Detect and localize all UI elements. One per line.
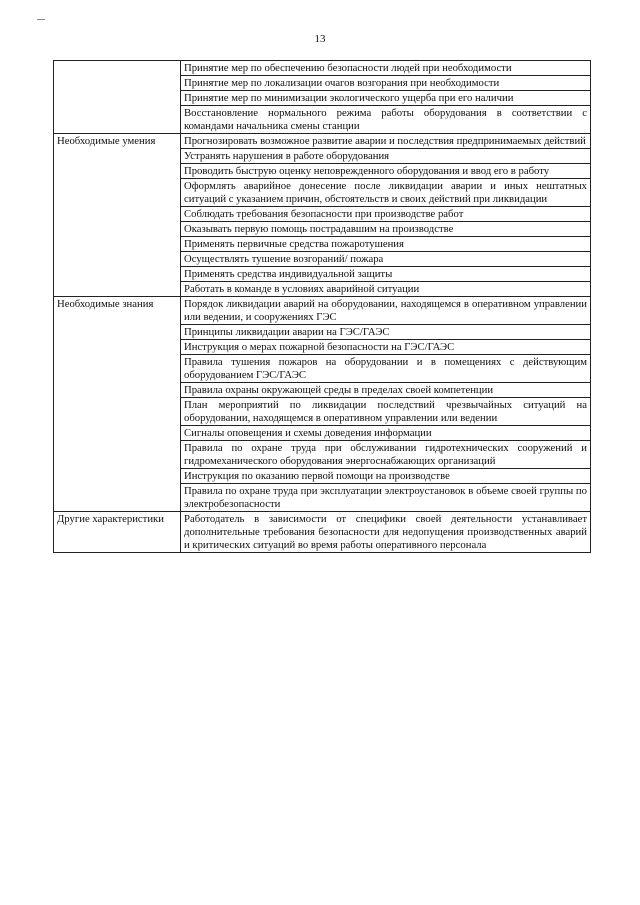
- page-number: 13: [314, 33, 326, 45]
- requirement-cell: Правила тушения пожаров на оборудовании и в помещениях с действующим оборудованием ГЭС/ГАЭС: [181, 355, 591, 383]
- requirement-cell: Проводить быструю оценку неповрежденного оборудования и ввод его в работу: [181, 164, 591, 179]
- requirement-cell: Работодатель в зависимости от специфики своей деятельности устанавливает дополнительные требования безопасности для недопущения производственных аварий и критических ситуаций во время работы оперативного персонала: [181, 512, 591, 553]
- section-label: [54, 61, 181, 134]
- requirement-cell: Восстановление нормального режима работы оборудования в соответствии с командами начальника смены станции: [181, 106, 591, 134]
- requirement-cell: Устранять нарушения в работе оборудования: [181, 149, 591, 164]
- requirement-cell: Принятие мер по обеспечению безопасности людей при необходимости: [181, 61, 591, 76]
- requirement-cell: Соблюдать требования безопасности при производстве работ: [181, 207, 591, 222]
- table-row: [54, 61, 591, 76]
- section-label: Необходимые знания: [54, 297, 181, 512]
- scan-mark: [37, 19, 45, 20]
- requirement-cell: Правила по охране труда при эксплуатации электроустановок в объеме своей группы по электробезопасности: [181, 484, 591, 512]
- requirement-cell: Инструкция по оказанию первой помощи на производстве: [181, 469, 591, 484]
- requirement-cell: Применять средства индивидуальной защиты: [181, 267, 591, 282]
- requirement-cell: Оказывать первую помощь пострадавшим на производстве: [181, 222, 591, 237]
- table-row: [54, 297, 591, 325]
- section-label: Другие характеристики: [54, 512, 181, 553]
- requirement-cell: Осуществлять тушение возгораний/ пожара: [181, 252, 591, 267]
- requirement-cell: Принципы ликвидации аварии на ГЭС/ГАЭС: [181, 325, 591, 340]
- requirement-cell: Инструкция о мерах пожарной безопасности на ГЭС/ГАЭС: [181, 340, 591, 355]
- section-label: Необходимые умения: [54, 134, 181, 297]
- requirement-cell: Правила по охране труда при обслуживании гидротехнических сооружений и гидромеханического оборудования энергоснабжающих организаций: [181, 441, 591, 469]
- requirement-cell: План мероприятий по ликвидации последствий чрезвычайных ситуаций на оборудовании, находящемся в оперативном управлении или ведении: [181, 398, 591, 426]
- requirement-cell: Сигналы оповещения и схемы доведения информации: [181, 426, 591, 441]
- requirement-cell: Применять первичные средства пожаротушения: [181, 237, 591, 252]
- requirement-cell: Прогнозировать возможное развитие аварии и последствия предпринимаемых действий: [181, 134, 591, 149]
- requirement-cell: Правила охраны окружающей среды в пределах своей компетенции: [181, 383, 591, 398]
- table-row: [54, 512, 591, 553]
- requirement-cell: Принятие мер по локализации очагов возгорания при необходимости: [181, 76, 591, 91]
- requirement-cell: Работать в команде в условиях аварийной ситуации: [181, 282, 591, 297]
- requirement-cell: Порядок ликвидации аварий на оборудовании, находящемся в оперативном управлении или ведении, и сооружениях ГЭС: [181, 297, 591, 325]
- table-row: [54, 134, 591, 149]
- requirements-table: [53, 60, 591, 553]
- requirement-cell: Принятие мер по минимизации экологического ущерба при его наличии: [181, 91, 591, 106]
- requirement-cell: Оформлять аварийное донесение после ликвидации аварии и иных нештатных ситуаций с указанием причин, обстоятельств и своих действий при ликвидации: [181, 179, 591, 207]
